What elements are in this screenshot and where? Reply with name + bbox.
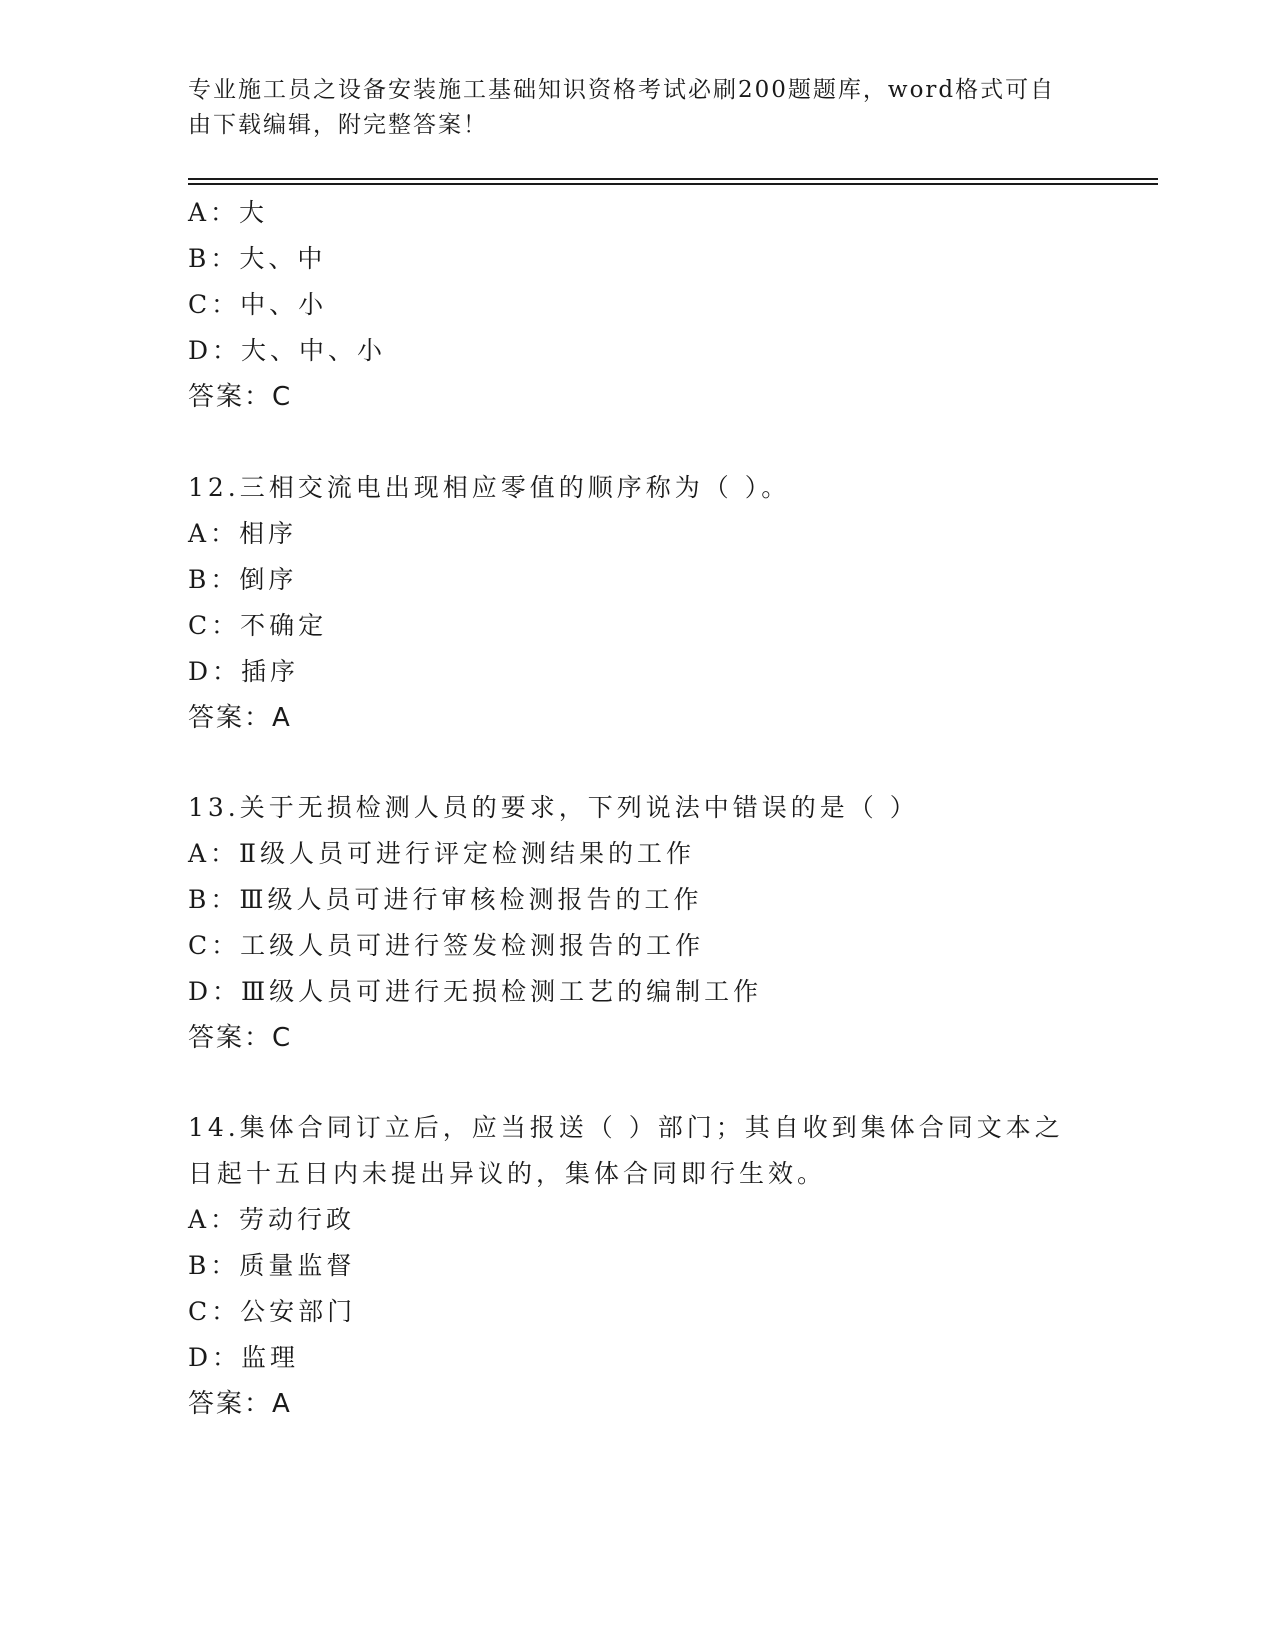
option-a: A：相序 bbox=[188, 519, 298, 548]
option-b: B：Ⅲ级人员可进行审核检测报告的工作 bbox=[188, 885, 703, 914]
option-a: A：Ⅱ级人员可进行评定检测结果的工作 bbox=[188, 839, 696, 868]
answer: 答案：A bbox=[188, 703, 292, 733]
question-text: 12.三相交流电出现相应零值的顺序称为（ ）。 bbox=[188, 473, 791, 502]
option-b: B：质量监督 bbox=[188, 1251, 356, 1280]
answer: 答案：A bbox=[188, 1389, 292, 1419]
answer: 答案：C bbox=[188, 382, 293, 412]
option-b: B：倒序 bbox=[188, 565, 298, 594]
question-13-block bbox=[188, 785, 1088, 1061]
question-11-block bbox=[188, 190, 1088, 420]
option-c: C：公安部门 bbox=[188, 1297, 357, 1326]
option-a: A：劳动行政 bbox=[188, 1205, 356, 1234]
option-c: C：中、小 bbox=[188, 290, 328, 319]
header-divider-top bbox=[188, 178, 1158, 180]
document-title: 专业施工员之设备安装施工基础知识资格考试必刷200题题库，word格式可自由下载编辑，附完整答案！ bbox=[188, 77, 1056, 138]
option-d: D：大、中、小 bbox=[188, 336, 387, 365]
option-d: D：监理 bbox=[188, 1343, 300, 1372]
option-c: C：不确定 bbox=[188, 611, 328, 640]
option-c: C：工级人员可进行签发检测报告的工作 bbox=[188, 931, 705, 960]
question-text-line-1: 14.集体合同订立后，应当报送（ ）部门；其自收到集体合同文本之 bbox=[188, 1113, 1064, 1142]
option-d: D：Ⅲ级人员可进行无损检测工艺的编制工作 bbox=[188, 977, 763, 1006]
answer: 答案：C bbox=[188, 1023, 293, 1053]
question-12-block bbox=[188, 465, 1088, 741]
header-divider-bottom bbox=[188, 183, 1158, 185]
option-a: A：大 bbox=[188, 198, 269, 227]
option-d: D：插序 bbox=[188, 657, 300, 686]
question-14-block bbox=[188, 1105, 1088, 1427]
question-text-line-2: 日起十五日内未提出异议的，集体合同即行生效。 bbox=[188, 1159, 827, 1188]
question-text: 13.关于无损检测人员的要求，下列说法中错误的是（ ） bbox=[188, 793, 919, 822]
option-b: B：大、中 bbox=[188, 244, 327, 273]
